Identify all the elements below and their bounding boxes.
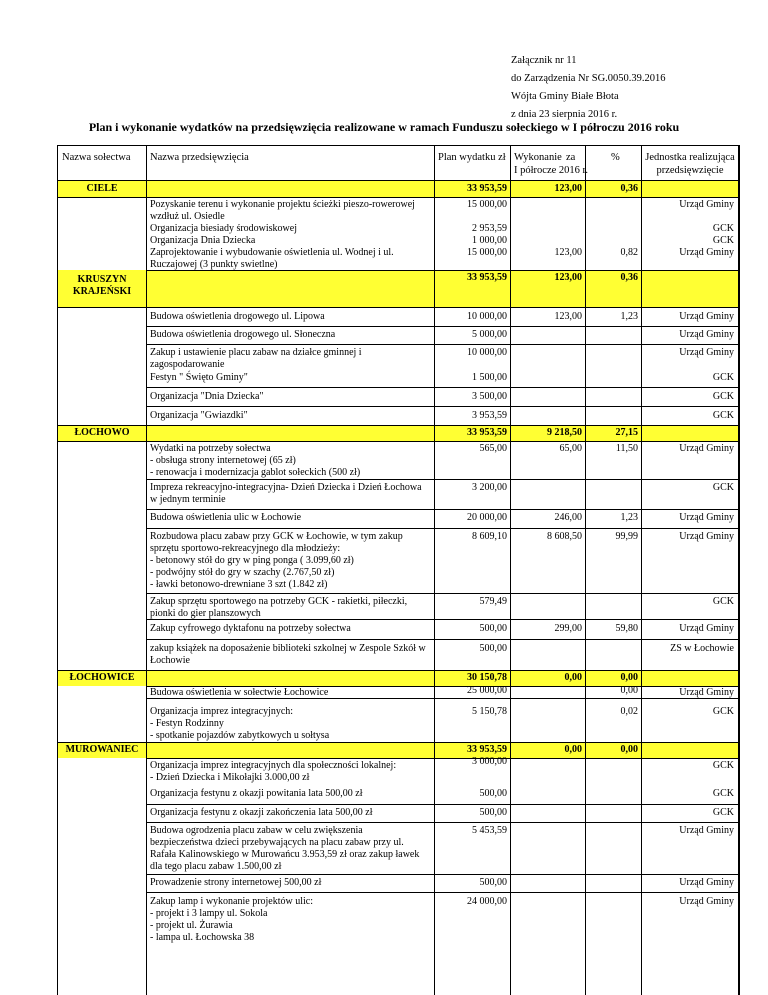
project-text: Organizacja biesiady środowiskowej [150, 223, 297, 234]
project-text: Festyn " Święto Gminy" [150, 372, 248, 383]
unit-value: GCK [712, 596, 734, 607]
percent-value: 59,80 [615, 623, 638, 634]
unit-value: GCK [712, 788, 734, 799]
project-text: Impreza rekreacyjno-integracyjna- Dzień Dziecka i Dzień Łochowa [150, 482, 422, 493]
percent-value: 0,00 [620, 685, 638, 696]
project-text: Zaprojektowanie i wybudowanie oświetlenia ul. Wodnej i ul. [150, 247, 394, 258]
project-text: zagospodarowanie [150, 359, 225, 370]
plan-value: 8 609,10 [472, 531, 507, 542]
project-text: Prowadzenie strony internetowej 500,00 zł [150, 877, 322, 888]
header-execution-za: za [566, 152, 576, 163]
plan-value: 5 453,59 [472, 825, 507, 836]
total-execution: 0,00 [564, 672, 582, 683]
project-text: pionki do gier planszowych [150, 608, 261, 619]
project-text: Organizacja "Gwiazdki" [150, 410, 248, 421]
unit-value: GCK [712, 482, 734, 493]
plan-value: 500,00 [479, 877, 507, 888]
execution-value: 246,00 [554, 512, 582, 523]
annex-line: do Zarządzenia Nr SG.0050.39.2016 [511, 73, 666, 84]
header-plan: Plan wydatku zł [438, 152, 506, 163]
project-text: Budowa oświetlenia ulic w Łochowie [150, 512, 302, 523]
annex-line: Załącznik nr 11 [511, 55, 577, 66]
project-text: Organizacja imprez integracyjnych dla społeczności lokalnej: [150, 760, 397, 771]
plan-value: 1 000,00 [472, 235, 507, 246]
project-text: - betonowy stół do gry w ping ponga ( 3.099,60 zł) [150, 555, 354, 566]
unit-value: GCK [712, 706, 734, 717]
project-text: - obsługa strony internetowej (65 zł) [150, 455, 296, 466]
unit-value: ZS w Łochowie [670, 643, 734, 654]
header-percent: % [611, 152, 620, 163]
project-text: Organizacja "Dnia Dziecka" [150, 391, 264, 402]
execution-value: 8 608,50 [547, 531, 582, 542]
project-text: w jednym terminie [150, 494, 226, 505]
project-text: sprzętu sportowo-rekreacyjnego dla młodzieży: [150, 543, 341, 554]
unit-value: Urząd Gminy [679, 896, 734, 907]
total-percent: 0,00 [620, 744, 638, 755]
project-text: - projekt i 3 lampy ul. Sokola [150, 908, 268, 919]
header-unit: Jednostka realizująca [645, 152, 735, 163]
execution-value: 123,00 [554, 247, 582, 258]
project-text: Pozyskanie terenu i wykonanie projektu ścieżki pieszo-rowerowej [150, 199, 415, 210]
plan-value: 10 000,00 [467, 311, 507, 322]
village-name: MUROWANIEC [65, 744, 139, 755]
document-title: Plan i wykonanie wydatków na przedsięwzięcia realizowane w ramach Funduszu sołeckiego w I półroczu 2016 roku [88, 120, 680, 134]
unit-value: Urząd Gminy [679, 443, 734, 454]
project-text: Zakup i ustawienie placu zabaw na działce gminnej i [150, 347, 362, 358]
village-name: CIELE [86, 183, 118, 194]
unit-value: GCK [712, 760, 734, 771]
project-text: Organizacja festynu z okazji powitania lata 500,00 zł [150, 788, 363, 799]
unit-value: Urząd Gminy [679, 247, 734, 258]
total-percent: 0,00 [620, 672, 638, 683]
percent-value: 11,50 [615, 443, 638, 454]
project-text: - podwójny stół do gry w szachy (2.767,50 zł) [150, 567, 335, 578]
project-text: zakup książek na doposażenie biblioteki szkolnej w Zespole Szkół w [150, 643, 426, 654]
unit-value: Urząd Gminy [679, 329, 734, 340]
total-execution: 9 218,50 [547, 427, 582, 438]
total-percent: 0,36 [620, 272, 638, 283]
plan-value: 15 000,00 [467, 247, 507, 258]
project-text: Zakup sprzętu sportowego na potrzeby GCK - rakietki, piłeczki, [150, 596, 408, 607]
unit-value: GCK [712, 410, 734, 421]
plan-value: 500,00 [479, 643, 507, 654]
project-text: Budowa oświetlenia drogowego ul. Słoneczna [150, 329, 336, 340]
project-text: Zakup cyfrowego dyktafonu na potrzeby sołectwa [150, 623, 351, 634]
plan-value: 3 200,00 [472, 482, 507, 493]
plan-value: 25 000,00 [467, 685, 507, 696]
project-text: - ławki betonowo-drewniane 3 szt (1.842 zł) [150, 579, 328, 590]
project-text: Budowa oświetlenia drogowego ul. Lipowa [150, 311, 325, 322]
project-text: bezpieczeństwa dzieci przebywających na placu zabaw przy ul. [150, 837, 404, 848]
total-execution: 0,00 [564, 744, 582, 755]
percent-value: 1,23 [620, 512, 638, 523]
header-unit: przedsięwzięcie [656, 165, 724, 176]
total-plan: 33 953,59 [467, 427, 507, 438]
project-text: wzdłuż ul. Osiedle [150, 211, 225, 222]
header-project: Nazwa przedsięwzięcia [150, 152, 249, 163]
plan-value: 1 500,00 [472, 372, 507, 383]
unit-value: Urząd Gminy [679, 311, 734, 322]
total-plan: 33 953,59 [467, 272, 507, 283]
unit-value: Urząd Gminy [679, 623, 734, 634]
total-plan: 30 150,78 [467, 672, 507, 683]
annex-line: z dnia 23 sierpnia 2016 r. [511, 109, 618, 120]
project-text: Zakup lamp i wykonanie projektów ulic: [150, 896, 314, 907]
plan-value: 24 000,00 [467, 896, 507, 907]
percent-value: 1,23 [620, 311, 638, 322]
plan-value: 500,00 [479, 623, 507, 634]
unit-value: GCK [712, 235, 734, 246]
plan-value: 500,00 [479, 807, 507, 818]
plan-value: 5 150,78 [472, 706, 507, 717]
header-execution-period: I półrocze 2016 r. [514, 165, 589, 176]
percent-value: 0,82 [620, 247, 638, 258]
project-text: Rafała Kalinowskiego w Murowańcu 3.953,59 zł oraz zakup ławek [150, 849, 420, 860]
execution-value: 65,00 [559, 443, 582, 454]
project-text: - spotkanie pojazdów zabytkowych u sołtysa [150, 730, 330, 741]
project-text: Rozbudowa placu zabaw przy GCK w Łochowie, w tym zakup [150, 531, 403, 542]
percent-value: 0,02 [620, 706, 638, 717]
total-execution: 123,00 [554, 272, 582, 283]
village-name: KRUSZYN [77, 274, 127, 285]
plan-value: 15 000,00 [467, 199, 507, 210]
unit-value: Urząd Gminy [679, 687, 734, 698]
unit-value: GCK [712, 391, 734, 402]
plan-value: 3 000,00 [472, 756, 507, 767]
village-name: ŁOCHOWICE [69, 672, 135, 683]
unit-value: Urząd Gminy [679, 531, 734, 542]
header-village: Nazwa sołectwa [62, 152, 131, 163]
project-text: Organizacja festynu z okazji zakończenia lata 500,00 zł [150, 807, 373, 818]
plan-value: 3 500,00 [472, 391, 507, 402]
unit-value: Urząd Gminy [679, 512, 734, 523]
percent-value: 99,99 [615, 531, 638, 542]
unit-value: GCK [712, 223, 734, 234]
village-name: KRAJEŃSKI [72, 286, 132, 297]
project-text: Budowa oświetlenia w sołectwie Łochowice [150, 687, 329, 698]
expenditure-table [57, 145, 740, 995]
plan-value: 10 000,00 [467, 347, 507, 358]
project-text: - renowacja i modernizacja gablot sołeckich (500 zł) [150, 467, 361, 478]
header-execution: Wykonanie [514, 152, 562, 163]
plan-value: 3 953,59 [472, 410, 507, 421]
annex-note [511, 52, 666, 124]
unit-value: Urząd Gminy [679, 199, 734, 210]
unit-value: Urząd Gminy [679, 825, 734, 836]
village-name: ŁOCHOWO [74, 427, 130, 438]
total-execution: 123,00 [554, 183, 582, 194]
project-text: Wydatki na potrzeby sołectwa [150, 443, 271, 454]
execution-value: 299,00 [554, 623, 582, 634]
total-plan: 33 953,59 [467, 183, 507, 194]
total-plan: 33 953,59 [467, 744, 507, 755]
project-text: Budowa ogrodzenia placu zabaw w celu zwiększenia [150, 825, 363, 836]
project-text: Łochowie [150, 655, 190, 666]
unit-value: GCK [712, 807, 734, 818]
plan-value: 565,00 [479, 443, 507, 454]
plan-value: 2 953,59 [472, 223, 507, 234]
project-text: - projekt ul. Żurawia [150, 920, 233, 931]
project-text: Ruczajowej (3 punkty swietlne) [150, 259, 278, 270]
total-percent: 0,36 [620, 183, 638, 194]
annex-line: Wójta Gminy Białe Błota [511, 91, 619, 102]
plan-value: 20 000,00 [467, 512, 507, 523]
total-percent: 27,15 [615, 427, 638, 438]
project-text: - lampa ul. Łochowska 38 [150, 932, 255, 943]
plan-value: 579,49 [479, 596, 507, 607]
unit-value: Urząd Gminy [679, 877, 734, 888]
plan-value: 5 000,00 [472, 329, 507, 340]
plan-value: 500,00 [479, 788, 507, 799]
project-text: dla tego placu zabaw 1.500,00 zł [150, 861, 282, 872]
project-text: - Festyn Rodzinny [150, 718, 224, 729]
unit-value: GCK [712, 372, 734, 383]
project-text: - Dzień Dziecka i Mikołajki 3.000,00 zł [150, 772, 310, 783]
execution-value: 123,00 [554, 311, 582, 322]
project-text: Organizacja imprez integracyjnych: [150, 706, 294, 717]
project-text: Organizacja Dnia Dziecka [150, 235, 256, 246]
unit-value: Urząd Gminy [679, 347, 734, 358]
